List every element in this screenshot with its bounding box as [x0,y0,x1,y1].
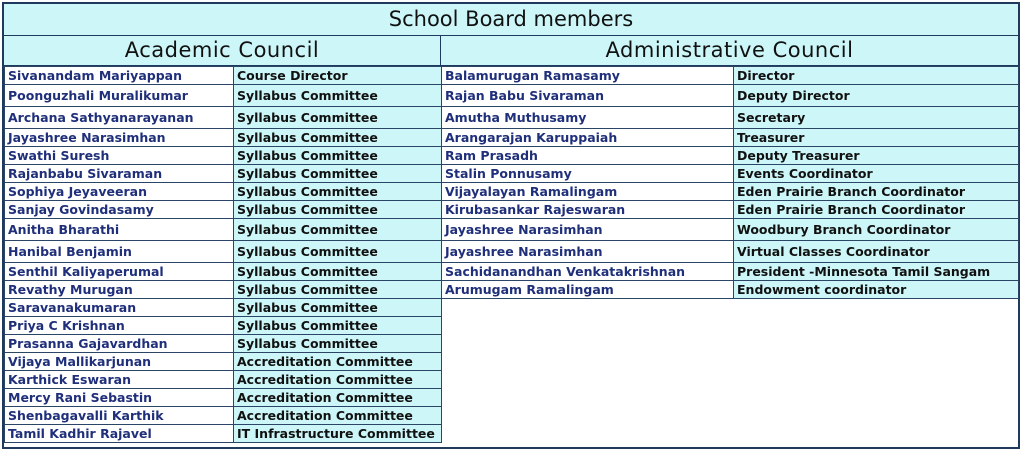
member-name: Kirubasankar Rajeswaran [442,201,734,219]
table-row [5,165,442,183]
table-row [5,263,442,281]
table-row [5,107,442,129]
table-row [442,147,1019,165]
member-role: Deputy Director [734,85,1019,107]
member-role: Course Director [234,67,442,85]
member-role: Syllabus Committee [234,85,442,107]
member-name: Arumugam Ramalingam [442,281,734,299]
member-name: Arangarajan Karuppaiah [442,129,734,147]
table-row [5,407,442,425]
member-name: Rajan Babu Sivaraman [442,85,734,107]
member-role: Treasurer [734,129,1019,147]
member-role: Eden Prairie Branch Coordinator [734,201,1019,219]
member-role: Events Coordinator [734,165,1019,183]
administrative-council-heading: Administrative Council [441,36,1018,66]
member-role: Director [734,67,1019,85]
member-name: Sophiya Jeyaveeran [5,183,234,201]
member-name: Sachidanandhan Venkatakrishnan [442,263,734,281]
table-row [5,281,442,299]
member-name: Vijaya Mallikarjunan [5,353,234,371]
table-row [5,371,442,389]
table-row [5,241,442,263]
member-name: Poonguzhali Muralikumar [5,85,234,107]
member-name: Jayashree Narasimhan [442,219,734,241]
table-row [5,389,442,407]
table-row [5,201,442,219]
academic-council-table [4,66,442,443]
table-row [442,183,1019,201]
table-row [442,241,1019,263]
member-role: Woodbury Branch Coordinator [734,219,1019,241]
table-row [5,147,442,165]
member-name: Sanjay Govindasamy [5,201,234,219]
table-row [5,183,442,201]
member-name: Swathi Suresh [5,147,234,165]
member-role: Deputy Treasurer [734,147,1019,165]
administrative-council-table [441,66,1019,299]
member-name: Saravanakumaran [5,299,234,317]
table-row [5,335,442,353]
page-title: School Board members [4,4,1018,36]
member-name: Senthil Kaliyaperumal [5,263,234,281]
member-role: Syllabus Committee [234,335,442,353]
member-role: Endowment coordinator [734,281,1019,299]
member-name: Balamurugan Ramasamy [442,67,734,85]
table-row [5,425,442,443]
table-row [442,281,1019,299]
member-name: Jayashree Narasimhan [442,241,734,263]
table-row [5,129,442,147]
member-name: Mercy Rani Sebastin [5,389,234,407]
member-name: Anitha Bharathi [5,219,234,241]
member-name: Rajanbabu Sivaraman [5,165,234,183]
member-role: Syllabus Committee [234,263,442,281]
table-row [442,85,1019,107]
member-role: Eden Prairie Branch Coordinator [734,183,1019,201]
table-row [442,165,1019,183]
member-role: Syllabus Committee [234,107,442,129]
table-row [5,85,442,107]
member-name: Prasanna Gajavardhan [5,335,234,353]
table-row [442,107,1019,129]
member-role: Accreditation Committee [234,371,442,389]
table-row [442,219,1019,241]
member-role: Accreditation Committee [234,353,442,371]
table-row [442,201,1019,219]
member-role: Syllabus Committee [234,299,442,317]
table-row [5,67,442,85]
member-role: Accreditation Committee [234,389,442,407]
member-role: Syllabus Committee [234,201,442,219]
member-name: Jayashree Narasimhan [5,129,234,147]
member-role: Syllabus Committee [234,147,442,165]
member-name: Hanibal Benjamin [5,241,234,263]
member-role: Syllabus Committee [234,317,442,335]
member-name: Archana Sathyanarayanan [5,107,234,129]
member-role: IT Infrastructure Committee [234,425,442,443]
member-name: Ram Prasadh [442,147,734,165]
board-members-frame [2,2,1020,449]
table-row [5,299,442,317]
member-name: Revathy Murugan [5,281,234,299]
member-role: Syllabus Committee [234,281,442,299]
member-role: Syllabus Committee [234,219,442,241]
member-role: Syllabus Committee [234,129,442,147]
academic-council-heading: Academic Council [4,36,441,66]
member-role: Virtual Classes Coordinator [734,241,1019,263]
member-name: Shenbagavalli Karthik [5,407,234,425]
member-name: Stalin Ponnusamy [442,165,734,183]
member-name: Tamil Kadhir Rajavel [5,425,234,443]
member-role: Syllabus Committee [234,241,442,263]
table-row [5,317,442,335]
table-row [442,67,1019,85]
member-name: Vijayalayan Ramalingam [442,183,734,201]
member-role: Syllabus Committee [234,183,442,201]
member-name: Sivanandam Mariyappan [5,67,234,85]
member-name: Karthick Eswaran [5,371,234,389]
member-role: Secretary [734,107,1019,129]
member-name: Priya C Krishnan [5,317,234,335]
member-role: Accreditation Committee [234,407,442,425]
member-role: Syllabus Committee [234,165,442,183]
table-row [442,129,1019,147]
table-row [442,263,1019,281]
member-name: Amutha Muthusamy [442,107,734,129]
member-role: President -Minnesota Tamil Sangam [734,263,1019,281]
table-row [5,219,442,241]
table-row [5,353,442,371]
